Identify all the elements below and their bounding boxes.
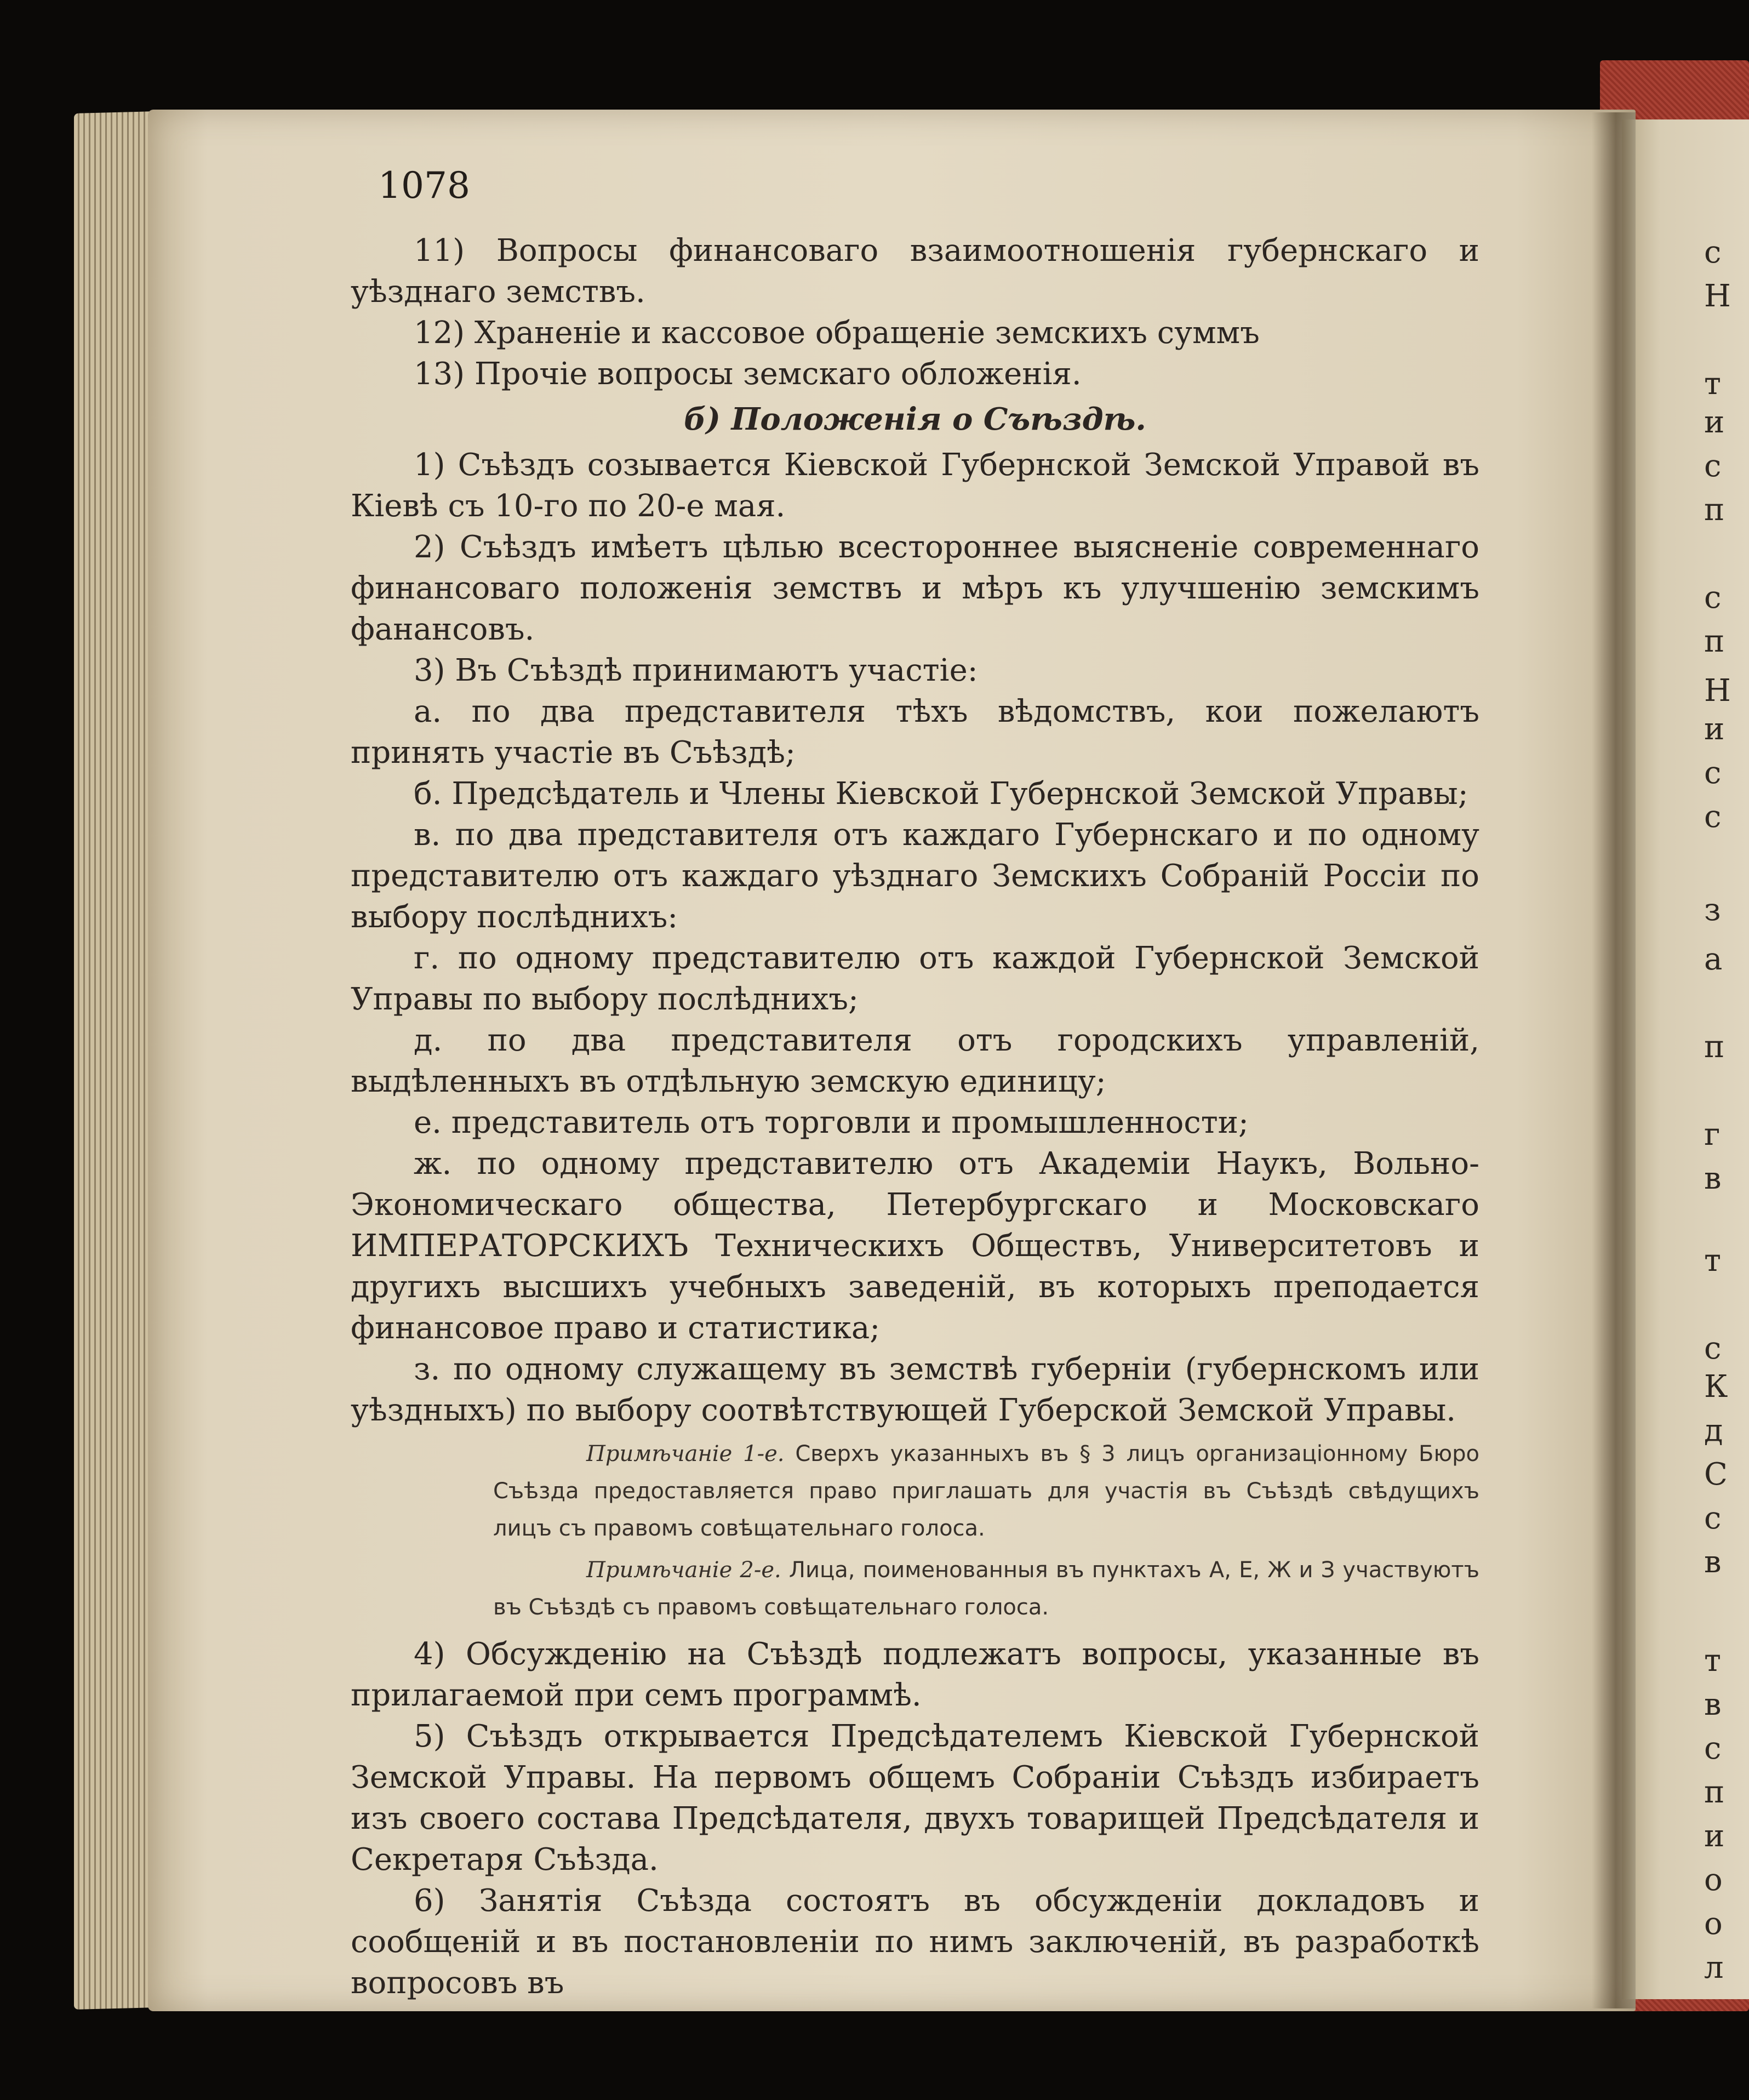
paragraph: 12) Храненіе и кассовое обращеніе земскихъ суммъ [414, 315, 1260, 351]
right-page-line-fragment: а [1704, 941, 1723, 977]
list-item: е. представитель отъ торговли и промышленности; [414, 1105, 1249, 1140]
section-heading: б) Положенія о Съѣздѣ. [684, 401, 1146, 437]
right-page-line-fragment: г [1704, 1117, 1721, 1152]
right-page-line-fragment: п [1704, 624, 1725, 659]
right-page-line-fragment: о [1704, 1862, 1723, 1898]
paragraph: 6) Занятія Съѣзда состоятъ въ обсужденіи докладовъ и сообщеній и въ постановленіи по нимъ заключеній, въ разработкѣ вопросовъ въ [351, 1883, 1479, 2001]
right-page-line-fragment: и [1704, 404, 1725, 440]
right-page-line-fragment: т [1704, 366, 1721, 402]
right-page-line-fragment: с [1704, 580, 1722, 615]
note-label: Примѣчаніе 2-е. [586, 1557, 781, 1583]
right-page-line-fragment: в [1704, 1544, 1722, 1580]
list-item: а. по два представителя тѣхъ вѣдомствъ, кои пожелаютъ принять участіе въ Съѣздѣ; [351, 694, 1479, 771]
right-page-line-fragment: с [1704, 755, 1722, 791]
right-page-line-fragment: Н [1704, 673, 1731, 709]
book-gutter [1592, 112, 1636, 2008]
right-page-line-fragment: с [1704, 448, 1722, 484]
list-item: г. по одному представителю отъ каждой Губернской Земской Управы по выбору послѣднихъ; [351, 940, 1479, 1017]
footnote-2 [351, 1551, 1479, 1626]
right-page-line-fragment: с [1704, 1731, 1722, 1766]
list-item: в. по два представителя отъ каждаго Губернскаго и по одному представителю отъ каждаго уѣзднаго Земскихъ Собраній Россіи по выбору послѣднихъ: [351, 817, 1479, 935]
paragraph: 5) Съѣздъ открывается Предсѣдателемъ Кіевской Губернской Земской Управы. На первомъ общемъ Собраніи Съѣздъ избираетъ изъ своего состава Предсѣдателя, двухъ товарищей Предсѣдателя и Секретаря Съѣзда. [351, 1719, 1479, 1878]
page-number: 1078 [378, 164, 470, 207]
list-item: з. по одному служащему въ земствѣ губерніи (губернскомъ или уѣздныхъ) по выбору соотвѣтствующей Губерской Земской Управы. [351, 1351, 1479, 1428]
note-text [493, 1435, 1479, 1547]
right-page-line-fragment: п [1704, 1029, 1725, 1065]
right-page-line-fragment: п [1704, 1774, 1725, 1810]
paragraph: 1) Съѣздъ созывается Кіевской Губернской Земской Управой въ Кіевѣ съ 10-го по 20-е мая. [351, 447, 1479, 524]
paragraph: 13) Прочіе вопросы земскаго обложенія. [414, 356, 1082, 392]
paragraph: 2) Съѣздъ имѣетъ цѣлью всестороннее выясненіе современнаго финансоваго положенія земствъ и мѣръ къ улучшенію земскимъ фанансовъ. [351, 529, 1479, 647]
right-page-line-fragment: з [1704, 892, 1721, 928]
footnote-1 [351, 1435, 1479, 1547]
paragraph: 11) Вопросы финансоваго взаимоотношенія губернскаго и уѣзднаго земствъ. [351, 233, 1479, 310]
paragraph: 4) Обсужденію на Съѣздѣ подлежатъ вопросы, указанные въ прилагаемой при семъ программѣ. [351, 1636, 1479, 1713]
right-page-line-fragment: с [1704, 235, 1722, 270]
list-item: ж. по одному представителю отъ Академіи Наукъ, Вольно-Экономическаго общества, Петербургскаго и Московскаго ИМПЕРАТОРСКИХЪ Техническихъ Обществъ, Университетовъ и другихъ высшихъ учебныхъ заведеній, въ которыхъ преподается финансовое право и статистика; [351, 1146, 1479, 1346]
right-page-line-fragment: п [1704, 492, 1725, 528]
right-page-line-fragment: с [1704, 1331, 1722, 1366]
note-body: Сверхъ указанныхъ въ § 3 лицъ организаціонному Бюро Съѣзда предоставляется право приглашать для участія въ Съѣздѣ свѣдущихъ лицъ съ правомъ совѣщательнаго голоса. [493, 1441, 1479, 1541]
page-body [351, 230, 1479, 2004]
right-page-line-fragment: д [1704, 1413, 1723, 1448]
list-item: б. Предсѣдатель и Члены Кіевской Губернской Земской Управы; [414, 776, 1468, 812]
paragraph: 3) Въ Съѣздѣ принимаютъ участіе: [414, 653, 978, 688]
right-page-line-fragment: т [1704, 1243, 1721, 1279]
note-label: Примѣчаніе 1-е. [586, 1441, 785, 1466]
page-edges [74, 111, 156, 2010]
note-text [493, 1551, 1479, 1626]
right-page-line-fragment: л [1704, 1950, 1724, 1985]
right-page-line-fragment: и [1704, 1818, 1725, 1854]
right-page-line-fragment: с [1704, 1500, 1722, 1536]
note-body: Лица, поименованныя въ пунктахъ А, Е, Ж и З участвуютъ въ Съѣздѣ съ правомъ совѣщательнаго голоса. [493, 1557, 1479, 1620]
list-item: д. по два представителя отъ городскихъ управленій, выдѣленныхъ въ отдѣльную земскую единицу; [351, 1023, 1479, 1099]
right-page-line-fragment: т [1704, 1643, 1721, 1679]
right-page-line-fragment: С [1704, 1457, 1728, 1492]
right-page-line-fragment: в [1704, 1687, 1722, 1722]
right-page-line-fragment: К [1704, 1369, 1728, 1405]
right-page-line-fragment: Н [1704, 278, 1731, 314]
right-page-line-fragment: и [1704, 711, 1725, 747]
right-page-line-fragment: с [1704, 799, 1722, 835]
right-page [1622, 119, 1749, 1999]
right-page-line-fragment: в [1704, 1161, 1722, 1196]
right-page-line-fragment: о [1704, 1906, 1723, 1942]
